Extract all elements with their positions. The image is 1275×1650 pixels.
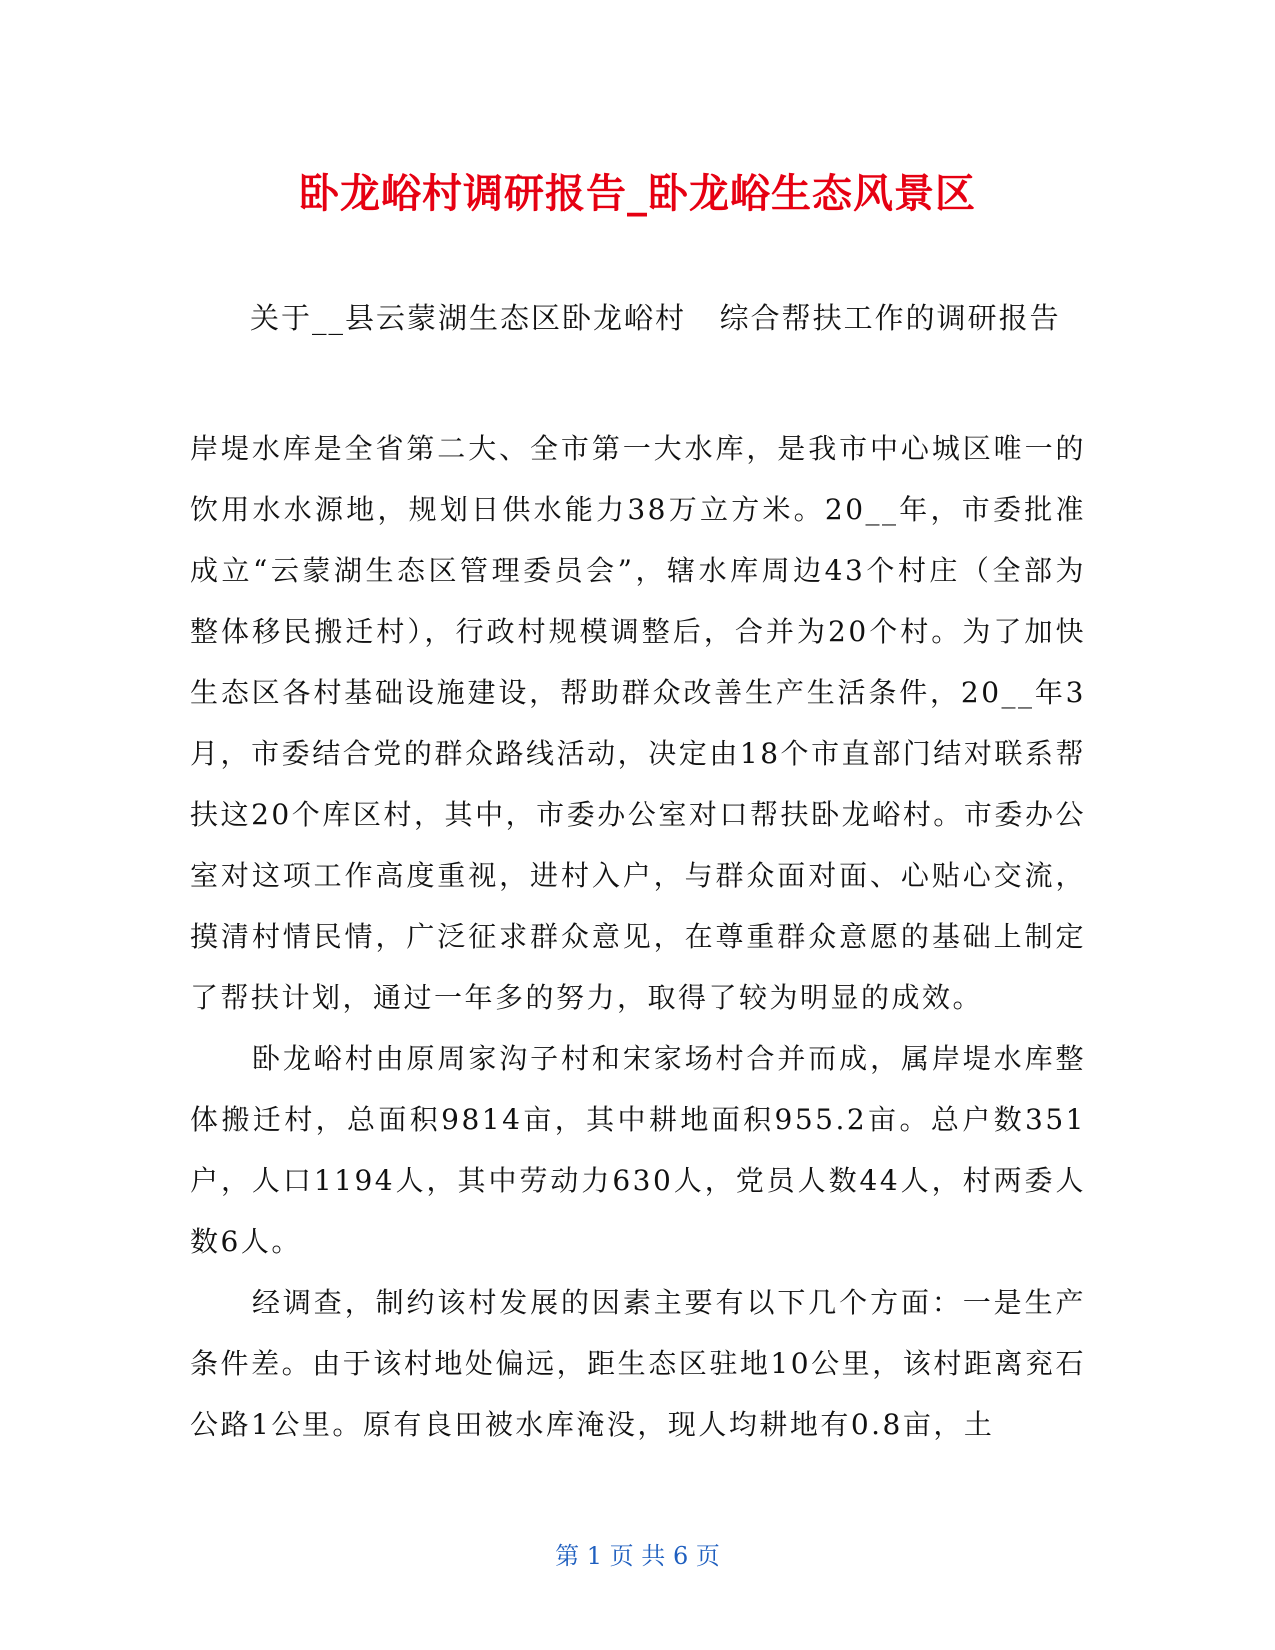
document-body: [190, 418, 1086, 1455]
paragraph-constraints: 经调查，制约该村发展的因素主要有以下几个方面：一是生产条件差。由于该村地处偏远，距生态区驻地10公里，该村距离兖石公路1公里。原有良田被水库淹没，现人均耕地有0.8亩，土: [190, 1286, 1086, 1441]
paragraph-intro: 岸堤水库是全省第二大、全市第一大水库，是我市中心城区唯一的饮用水水源地，规划日供水能力38万立方米。20__年，市委批准成立“云蒙湖生态区管理委员会”，辖水库周边43个村庄（全部为整体移民搬迁村），行政村规模调整后，合并为20个村。为了加快生态区各村基础设施建设，帮助群众改善生产生活条件，20__年3月，市委结合党的群众路线活动，决定由18个市直部门结对联系帮扶这20个库区村，其中，市委办公室对口帮扶卧龙峪村。市委办公室对这项工作高度重视，进村入户，与群众面对面、心贴心交流，摸清村情民情，广泛征求群众意见，在尊重群众意愿的基础上制定了帮扶计划，通过一年多的努力，取得了较为明显的成效。: [190, 432, 1086, 1014]
page-number-footer: 第 1 页 共 6 页: [555, 1542, 720, 1570]
paragraph-village-profile: 卧龙峪村由原周家沟子村和宋家场村合并而成，属岸堤水库整体搬迁村，总面积9814亩，其中耕地面积955.2亩。总户数351户，人口1194人，其中劳动力630人，党员人数44人，村两委人数6人。: [190, 1042, 1086, 1258]
document-title: 卧龙峪村调研报告_卧龙峪生态风景区: [299, 171, 976, 217]
document-subtitle: 关于__县云蒙湖生态区卧龙峪村 综合帮扶工作的调研报告: [250, 301, 1061, 335]
